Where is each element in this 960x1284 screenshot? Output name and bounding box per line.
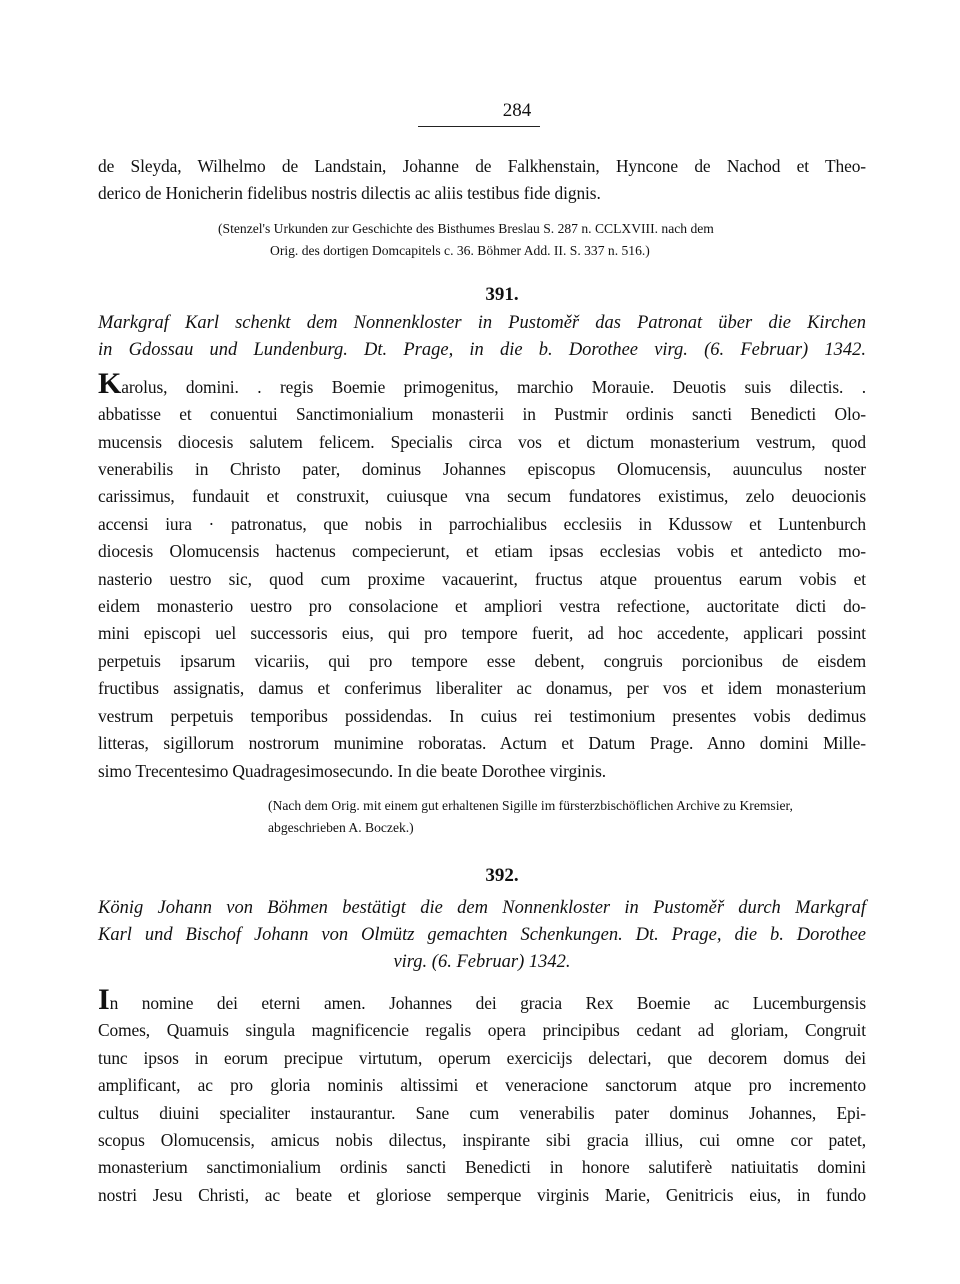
document-heading — [98, 895, 866, 976]
text-line: derico de Honicherin fidelibus nostris dilectis ac aliis testibus fide dignis. — [98, 183, 601, 204]
text-line: Comes, Quamuis singula magnificencie regalis opera principibus cedant ad gloriam, Congruit — [98, 1020, 866, 1041]
text-line: mini episcopi uel successoris eius, qui pro tempore fuerit, ad hoc accedente, applicari possint — [98, 623, 866, 644]
text-line: cultus diuini specialiter instaurantur. Sane cum venerabilis pater dominus Johannes, Epi- — [98, 1102, 866, 1123]
note-line: (Stenzel's Urkunden zur Geschichte des Bisthumes Breslau S. 287 n. CCLXVIII. nach dem — [218, 220, 714, 236]
heading-line: Karl und Bischof Johann von Olmütz gemachten Schenkungen. Dt. Prage, die b. Dorothee — [98, 924, 866, 945]
page-number-rule — [418, 126, 540, 127]
text-line: simo Trecentesimo Quadragesimosecundo. In die beate Dorothee virginis. — [98, 760, 607, 781]
text-line: amplificant, ac pro gloria nominis altissimi et veneracione sanctorum atque pro incremento — [98, 1075, 866, 1096]
text-line: eidem monasterio uestro pro consolacione et ampliori vestra refectione, auctoritate dicti do- — [98, 596, 866, 617]
text-line: diocesis Olomucensis hactenus compecierunt, et etiam ipsas ecclesias vobis et antedicto mo- — [98, 541, 866, 562]
document-number: 391. — [485, 283, 519, 305]
text-line: accensi iura · patronatus, que nobis in parrochialibus ecclesiis in Kdussow et Luntenburch — [98, 513, 866, 534]
text-line: nasterio uestro sic, quod cum proxime vacauerint, fructus atque prouentus earum vobis et — [98, 568, 866, 589]
document-body — [98, 366, 866, 785]
text-line: abbatisse et conuentui Sanctimonialium monasterii in Pustmir ordinis sancti Benedicti Olo- — [98, 404, 866, 425]
text-line — [98, 982, 866, 1017]
text-line: vestrum perpetuis temporibus possidendas. In cuius rei testimonium presentes vobis dedimus — [98, 705, 866, 726]
heading-line: in Gdossau und Lundenburg. Dt. Prage, in die b. Dorothee virg. (6. Februar) 1342. — [98, 339, 866, 360]
heading-line: König Johann von Böhmen bestätigt die dem Nonnenkloster in Pustoměř durch Markgraf — [98, 897, 866, 918]
text-line: venerabilis in Christo pater, dominus Johannes episcopus Olomucensis, auunculus noster — [98, 459, 866, 480]
note-line: (Nach dem Orig. mit einem gut erhaltenen Sigille im fürsterzbischöflichen Archive zu Kremsier, — [268, 797, 793, 813]
initial-letter: I — [98, 982, 110, 1016]
text-line: nostri Jesu Christi, ac beate et gloriose semperque virginis Marie, Genitricis eius, in fundo — [98, 1184, 866, 1205]
text-line: perpetuis ipsarum vicariis, qui pro tempore esse debent, congruis porcionibus de eisdem — [98, 650, 866, 671]
text-line: fructibus assignatis, damus et conferimus liberaliter ac donamus, per vos et idem monasterium — [98, 678, 866, 699]
text-line: litteras, sigillorum nostrorum munimine roboratas. Actum et Datum Prage. Anno domini Mille- — [98, 733, 866, 754]
document-heading — [98, 310, 866, 364]
note-line: Orig. des dortigen Domcapitels c. 36. Böhmer Add. II. S. 337 n. 516.) — [270, 242, 650, 258]
initial-letter: K — [98, 366, 122, 400]
text-line: mucensis diocesis salutem felicem. Specialis circa vos et dictum monasterium vestrum, quod — [98, 431, 866, 452]
document-body — [98, 982, 866, 1209]
heading-line: Markgraf Karl schenkt dem Nonnenkloster in Pustoměř das Patronat über die Kirchen — [98, 312, 866, 333]
text-line: carissimus, fundauit et construxit, cuiusque vna secum fundatores existimus, zelo deuocionis — [98, 486, 866, 507]
text-line-rest: n nomine dei eterni amen. Johannes dei gracia Rex Boemie ac Lucemburgensis — [109, 992, 866, 1013]
continuation-text — [98, 153, 866, 208]
text-line-rest: arolus, domini. . regis Boemie primogenitus, marchio Morauie. Deuotis suis dilectis. . — [121, 376, 866, 397]
text-line — [98, 366, 866, 401]
source-note — [218, 218, 866, 262]
text-line: de Sleyda, Wilhelmo de Landstain, Johanne de Falkhenstain, Hyncone de Nachod et Theo- — [98, 156, 866, 176]
page-number: 284 — [502, 100, 532, 121]
text-line: monasterium sanctimonialium ordinis sancti Benedicti in honore salutiferè natiuitatis domini — [98, 1157, 866, 1178]
source-note — [268, 795, 866, 839]
heading-line: virg. (6. Februar) 1342. — [393, 951, 571, 972]
note-line: abgeschrieben A. Boczek.) — [268, 819, 414, 835]
text-line: scopus Olomucensis, amicus nobis dilectus, inspirante sibi gracia illius, cui omne cor patet, — [98, 1129, 866, 1150]
document-page — [98, 100, 866, 1209]
text-line: tunc ipsos in eorum precipue virtutum, operum exercicijs delectari, que decorem domus dei — [98, 1047, 866, 1068]
document-number: 392. — [485, 864, 519, 886]
